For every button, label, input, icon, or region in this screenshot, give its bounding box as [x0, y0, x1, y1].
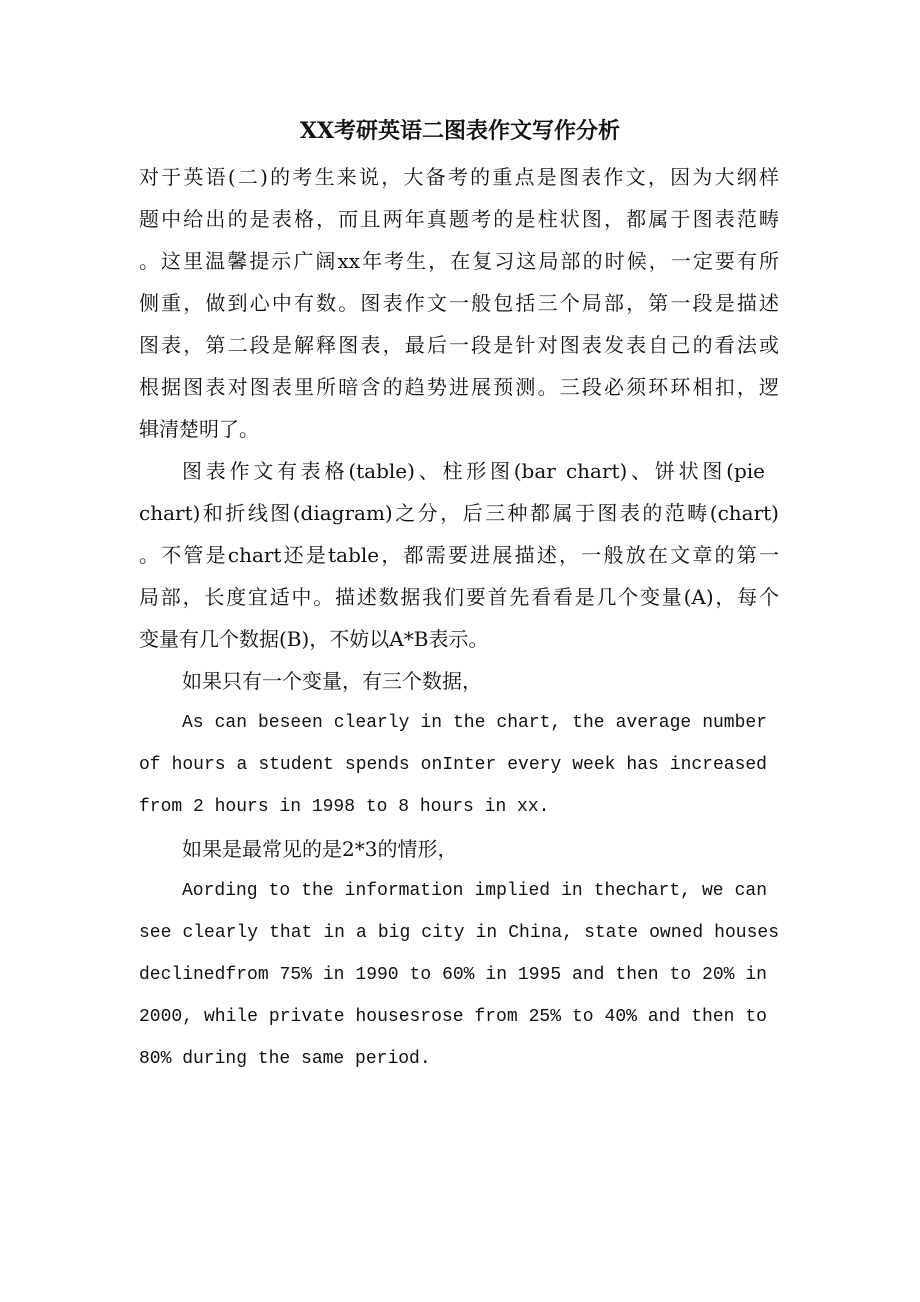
- text-line: 变量有几个数据(B)，不妨以A*B表示。: [139, 627, 489, 651]
- text-line: 80% during the same period.: [139, 1049, 431, 1069]
- paragraph-two-by-three: [139, 828, 779, 870]
- text-line: 如果是最常见的是2*3的情形，: [182, 837, 458, 861]
- text-line: 2000, while private housesrose from 25% to 40% and then to: [139, 1007, 767, 1027]
- paragraph-chart-types: [139, 450, 779, 660]
- paragraph-example-1: [139, 702, 779, 828]
- text-line: from 2 hours in 1998 to 8 hours in xx.: [139, 797, 550, 817]
- text-line: 图表作文有表格(table)、柱形图(bar chart)、饼状图(pie: [182, 459, 765, 483]
- text-line: 根据图表对图表里所暗含的趋势进展预测。三段必须环环相扣，逻: [139, 375, 779, 399]
- text-line: 如果只有一个变量，有三个数据，: [182, 669, 482, 693]
- text-line: 局部，长度宜适中。描述数据我们要首先看看是几个变量(A)，每个: [139, 585, 779, 609]
- paragraph-intro: [139, 156, 779, 450]
- text-line: of hours a student spends onInter every week has increased: [139, 755, 767, 775]
- text-line: As can beseen clearly in the chart, the average number: [182, 713, 767, 733]
- text-line: 题中给出的是表格，而且两年真题考的是柱状图，都属于图表范畴: [139, 207, 779, 231]
- text-line: see clearly that in a big city in China, state owned houses: [139, 923, 779, 943]
- document-title: XX考研英语二图表作文写作分析: [299, 118, 621, 144]
- paragraph-one-variable: [139, 660, 779, 702]
- text-line: 。这里温馨提示广阔xx年考生，在复习这局部的时候，一定要有所: [139, 249, 779, 273]
- text-line: chart)和折线图(diagram)之分，后三种都属于图表的范畴(chart): [139, 501, 779, 525]
- text-line: 图表，第二段是解释图表，最后一段是针对图表发表自己的看法或: [139, 333, 779, 357]
- document-body: [139, 156, 779, 1080]
- text-line: 侧重，做到心中有数。图表作文一般包括三个局部，第一段是描述: [139, 291, 779, 315]
- text-line: declinedfrom 75% in 1990 to 60% in 1995 and then to 20% in: [139, 965, 767, 985]
- text-line: 辑清楚明了。: [139, 417, 259, 441]
- text-line: 。不管是chart还是table，都需要进展描述，一般放在文章的第一: [139, 543, 779, 567]
- paragraph-example-2: [139, 870, 779, 1080]
- text-line: 对于英语(二)的考生来说，大备考的重点是图表作文，因为大纲样: [139, 165, 779, 189]
- text-line: Aording to the information implied in thechart, we can: [182, 881, 767, 901]
